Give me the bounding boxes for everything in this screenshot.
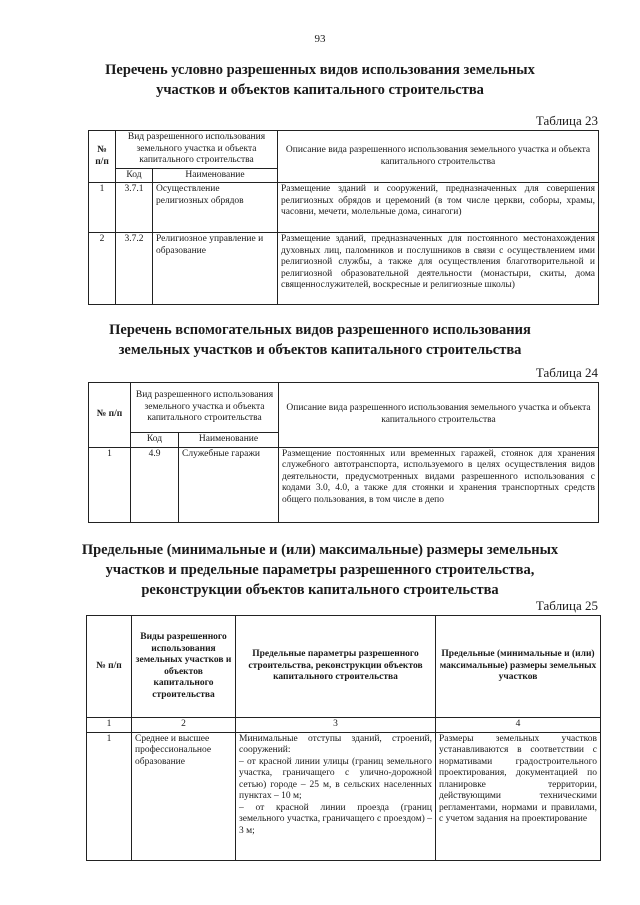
table-23	[88, 130, 599, 305]
section1-heading-line2: участков и объектов капитального строительства	[156, 82, 484, 98]
row-code: 4.9	[131, 447, 179, 522]
row-sizes: Размеры земельных участков устанавливаются в соответствии с нормативами градостроительного проектирования, документацией по планировке территории, действующими техническими регламентами, нормами и правилами, с учетом задания на проектирование	[436, 732, 601, 860]
row-kind: Среднее и высшее профессиональное образование	[132, 732, 236, 860]
table-row	[89, 447, 599, 522]
section3-heading	[40, 540, 600, 600]
section1-heading	[60, 60, 580, 100]
table25-header-sizes: Предельные (минимальные и (или) максимальные) размеры земельных участков	[436, 616, 601, 718]
table-24	[88, 382, 599, 523]
row-code: 3.7.2	[116, 233, 153, 305]
row-name: Осуществление религиозных обрядов	[153, 183, 278, 233]
table25-label: Таблица 25	[535, 598, 598, 613]
params-intro: Минимальные отступы зданий, строений, сооружений:	[239, 733, 432, 755]
table25-col-number: 3	[236, 718, 436, 733]
params-item: – от красной линии проезда (границ земельного участка, граничащего с проездом) – 3 м;	[239, 802, 432, 836]
table-row	[89, 183, 599, 233]
table-row	[89, 233, 599, 305]
row-num: 1	[89, 447, 131, 522]
page-number: 93	[314, 33, 326, 45]
row-num: 2	[89, 233, 116, 305]
table23-header-name: Наименование	[153, 168, 278, 183]
section2-heading-line2: земельных участков и объектов капитального строительства	[118, 342, 522, 358]
table25-header-kinds: Виды разрешенного использования земельных участков и объектов капитального строительства	[132, 616, 236, 718]
row-desc: Размещение зданий, предназначенных для постоянного местонахождения духовных лиц, паломников и послушников в связи с осуществлением ими религиозной службы, а также для осуществления благотворительной и религиозной образовательной деятельности (монастыри, скиты, дома священнослужителей, воскресные и религиозные школы)	[278, 233, 599, 305]
table25-col-number: 4	[436, 718, 601, 733]
row-code: 3.7.1	[116, 183, 153, 233]
table23-header-group: Вид разрешенного использования земельного участка и объекта капитального строительства	[116, 131, 278, 169]
row-name: Служебные гаражи	[179, 447, 279, 522]
table25-header-params: Предельные параметры разрешенного строительства, реконструкции объектов капитального строительства	[236, 616, 436, 718]
table23-header-desc: Описание вида разрешенного использования земельного участка и объекта капитального строительства	[278, 131, 599, 183]
params-item: – от красной линии улицы (границ земельного участка, граничащего с улично-дорожной сетью) городе – 25 м, в сельских населенных пунктах – 10 м;	[239, 756, 432, 801]
table23-header-code: Код	[116, 168, 153, 183]
section2-heading-line1: Перечень вспомогательных видов разрешенного использования	[109, 322, 531, 338]
table24-header-name: Наименование	[179, 433, 279, 448]
table24-header-num: № п/п	[89, 383, 131, 448]
table24-header-desc: Описание вида разрешенного использования земельного участка и объекта капитального строительства	[279, 383, 599, 448]
section2-heading	[60, 320, 580, 360]
row-desc: Размещение постоянных или временных гаражей, стоянок для хранения служебного автотранспорта, используемого в целях осуществления видов деятельности, предусмотренных видами разрешенного использования с кодами 3.0, 4.0, а также для стоянки и хранения транспортных средств общего пользования, в том числе в депо	[279, 447, 599, 522]
table-row	[87, 732, 601, 860]
table25-col-number: 1	[87, 718, 132, 733]
table24-header-code: Код	[131, 433, 179, 448]
table-25	[86, 615, 601, 861]
row-desc: Размещение зданий и сооружений, предназначенных для совершения религиозных обрядов и церемоний (в том числе церкви, соборы, храмы, часовни, мечети, молельные дома, синагоги)	[278, 183, 599, 233]
row-num: 1	[89, 183, 116, 233]
row-params	[236, 732, 436, 860]
row-num: 1	[87, 732, 132, 860]
section3-heading-line3: реконструкции объектов капитального строительства	[141, 582, 499, 598]
table23-label: Таблица 23	[535, 113, 598, 128]
table25-col-number: 2	[132, 718, 236, 733]
table23-header-num: № п/п	[89, 131, 116, 183]
row-name: Религиозное управление и образование	[153, 233, 278, 305]
table24-header-group: Вид разрешенного использования земельного участка и объекта капитального строительства	[131, 383, 279, 433]
section3-heading-line1: Предельные (минимальные и (или) максимальные) размеры земельных	[81, 542, 559, 558]
table25-header-num: № п/п	[87, 616, 132, 718]
section1-heading-line1: Перечень условно разрешенных видов использования земельных	[105, 62, 535, 78]
table24-label: Таблица 24	[535, 365, 598, 380]
section3-heading-line2: участков и предельные параметры разрешенного строительства,	[105, 562, 535, 578]
